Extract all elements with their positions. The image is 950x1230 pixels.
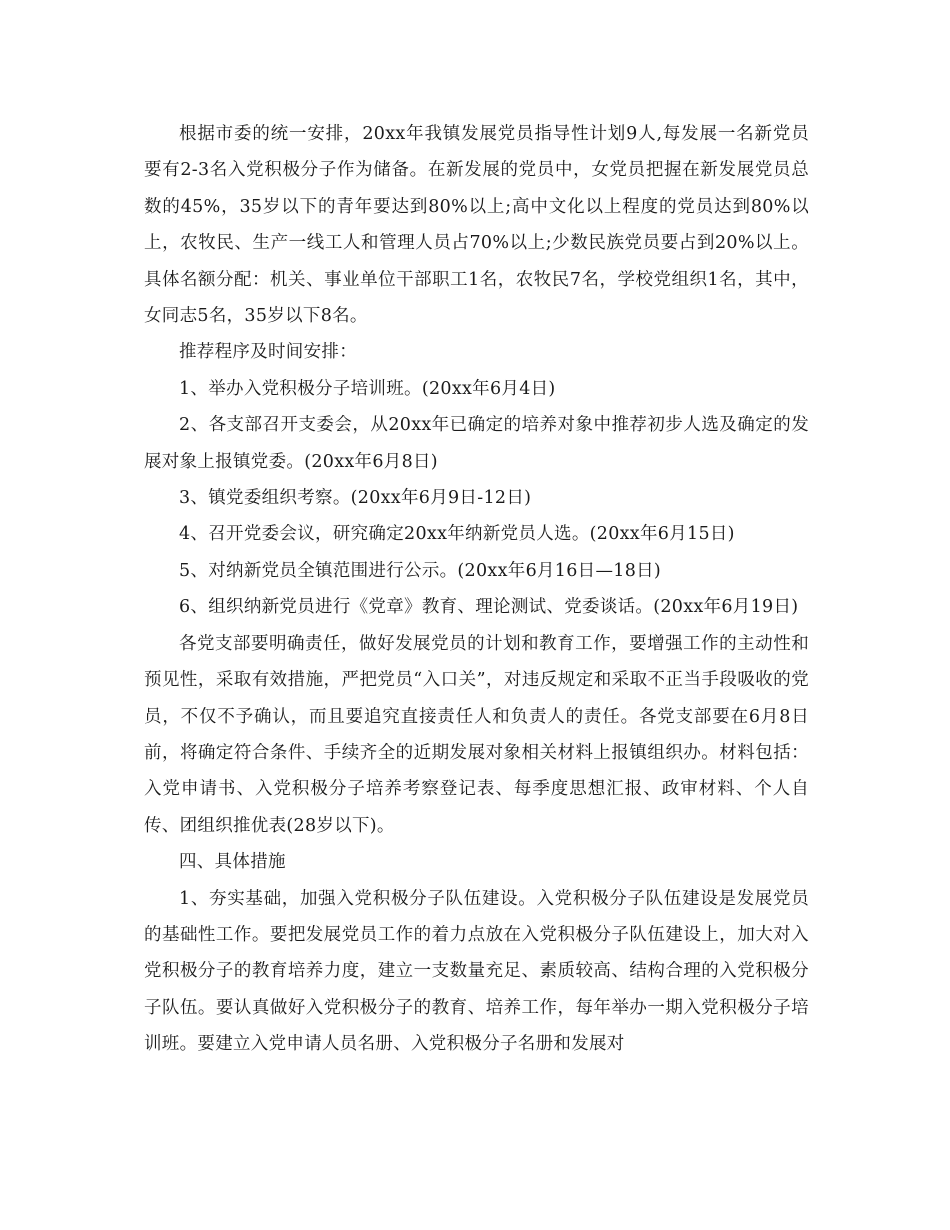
paragraph-step-6: 6、组织纳新党员进行《党章》教育、理论测试、党委谈话。(20xx年6月19日): [179, 597, 799, 618]
paragraph-measure-1: 1、夯实基础，加强入党积极分子队伍建设。入党积极分子队伍建设是发展党员的基础性工作。要把发展党员工作的着力点放在入党积极分子队伍建设上，加大对入党积极分子的教育培养力度，建立一支数量充足、素质较高、结构合理的入党积极分子队伍。要认真做好入党积极分子的教育、培养工作，每年举办一期入党积极分子培训班。要建立入党申请人员名册、入党积极分子名册和发展对: [144, 888, 809, 1055]
paragraph-plan-overview: 根据市委的统一安排，20xx年我镇发展党员指导性计划9人,每发展一名新党员要有2-3名入党积极分子作为储备。在新发展的党员中，女党员把握在新发展党员总数的45%，35岁以下的青年要达到80%以上;高中文化以上程度的党员达到80%以上，农牧民、生产一线工人和管理人员占70%以上;少数民族党员要占到20%以上。具体名额分配：机关、事业单位干部职工1名，农牧民7名，学校党组织1名，其中，女同志5名，35岁以下8名。: [144, 124, 809, 327]
paragraph-step-2: 2、各支部召开支委会，从20xx年已确定的培养对象中推荐初步人选及确定的发展对象上报镇党委。(20xx年6月8日): [144, 415, 809, 472]
paragraph-step-4: 4、召开党委会议，研究确定20xx年纳新党员人选。(20xx年6月15日): [179, 524, 735, 545]
paragraph-step-3: 3、镇党委组织考察。(20xx年6月9日-12日): [179, 488, 532, 509]
paragraph-responsibilities: 各党支部要明确责任，做好发展党员的计划和教育工作，要增强工作的主动性和预见性，采取有效措施，严把党员“入口关”，对违反规定和采取不正当手段吸收的党员，不仅不予确认，而且要追究直接责任人和负责人的责任。各党支部要在6月8日前，将确定符合条件、手续齐全的近期发展对象相关材料上报镇组织办。材料包括：入党申请书、入党积极分子培养考察登记表、每季度思想汇报、政审材料、个人自传、团组织推优表(28岁以下)。: [144, 633, 809, 836]
paragraph-step-1: 1、举办入党积极分子培训班。(20xx年6月4日): [179, 378, 556, 399]
paragraph-step-5: 5、对纳新党员全镇范围进行公示。(20xx年6月16日—18日): [179, 560, 662, 581]
paragraph-procedure-heading: 推荐程序及时间安排：: [179, 342, 357, 363]
section-heading-measures: 四、具体措施: [179, 852, 286, 873]
document-body: [144, 116, 809, 1063]
